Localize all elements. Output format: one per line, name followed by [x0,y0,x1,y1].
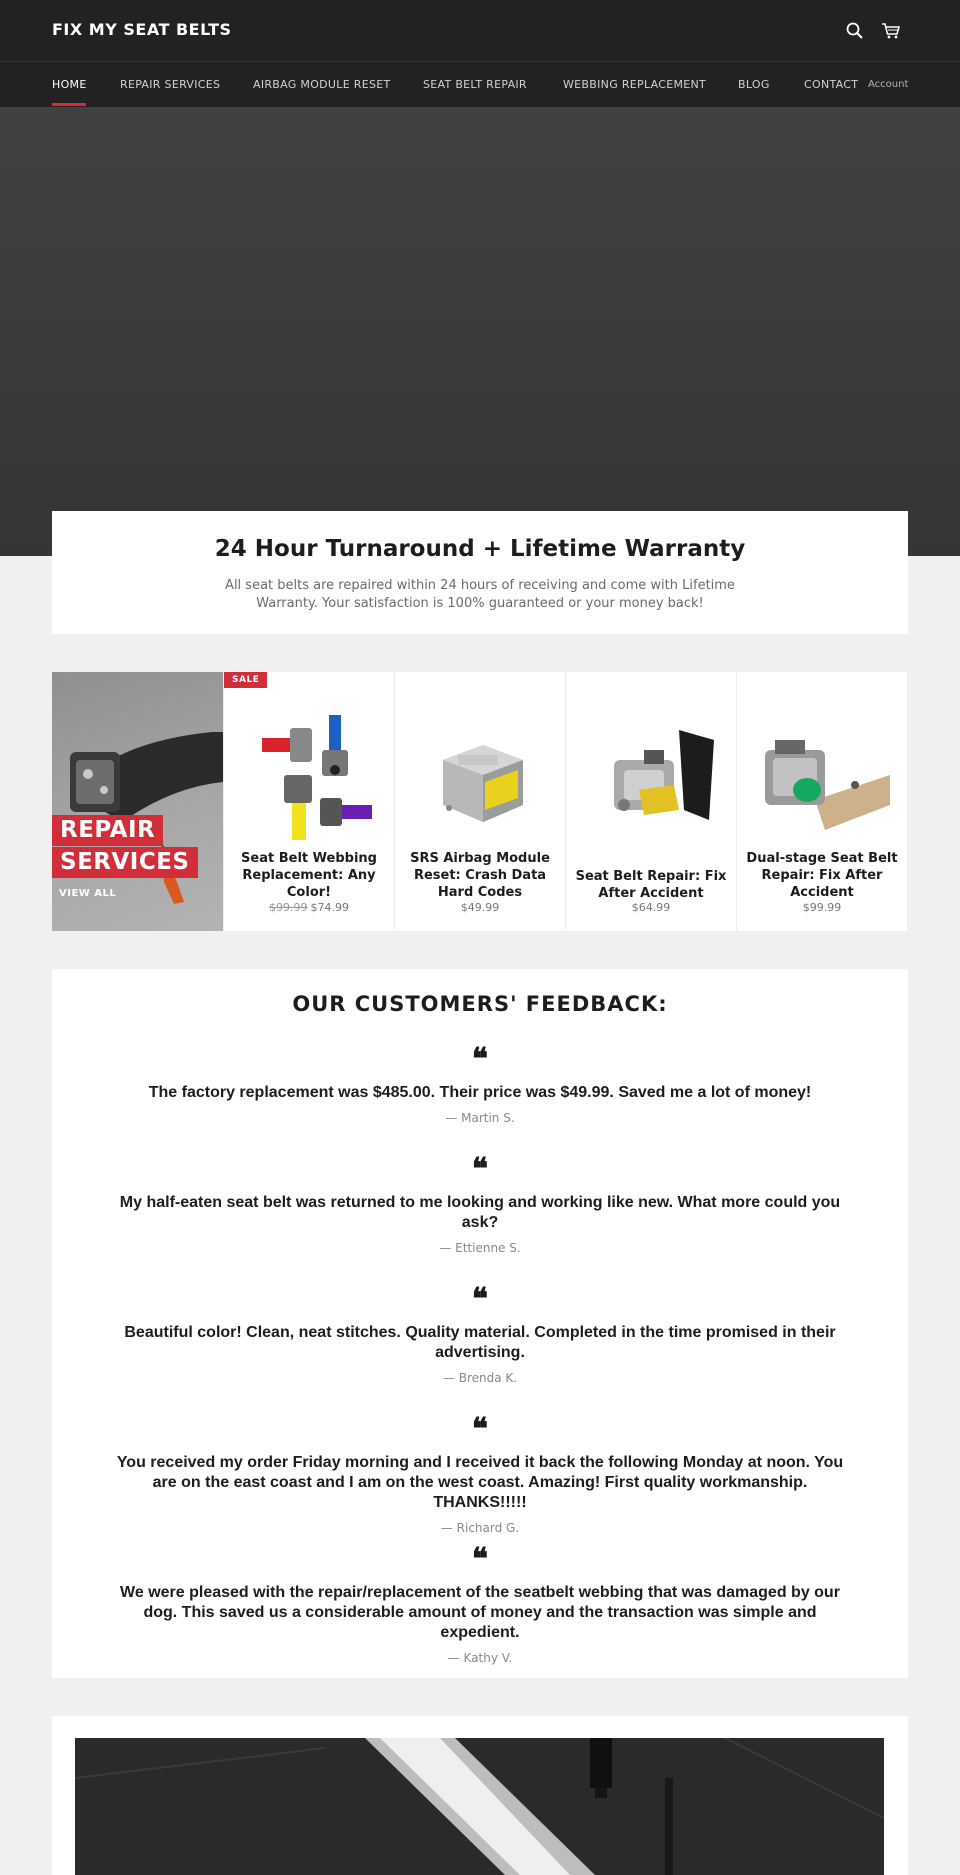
promo-title-line1: REPAIR [52,815,163,846]
nav-home[interactable]: HOME [52,78,87,91]
testimonial-author: — Kathy V. [447,1651,513,1665]
search-icon[interactable] [845,21,865,41]
hero-slideshow[interactable] [0,107,960,556]
product-card-dual-stage-repair[interactable] [736,672,907,931]
testimonial-author: — Richard G. [440,1521,520,1535]
workshop-photo [75,1738,884,1875]
quote-icon: ❝ [471,1152,489,1187]
testimonial-author: — Brenda K. [442,1371,518,1385]
product-card-airbag-module-reset[interactable] [394,672,565,931]
testimonial-author: — Ettienne S. [439,1241,521,1255]
product-title: Dual-stage Seat Belt Repair: Fix After Accident [746,851,898,900]
quote-icon: ❝ [471,1412,489,1447]
view-all-link[interactable]: VIEW ALL [59,888,117,899]
nav-seat-belt-repair[interactable]: SEAT BELT REPAIR [423,78,527,91]
nav-repair-services[interactable]: REPAIR SERVICES [120,78,221,91]
dual-stage-belt-image-icon [755,710,890,845]
nav-webbing-replacement[interactable]: WEBBING REPLACEMENT [563,78,707,91]
customer-feedback [52,969,908,1678]
webbing-product-image-icon [242,710,377,845]
nav-airbag-module-reset[interactable]: AIRBAG MODULE RESET [253,78,391,91]
main-nav [0,61,960,107]
warranty-banner [52,511,908,634]
testimonial [112,1282,848,1385]
testimonial-text: Beautiful color! Clean, neat stitches. Quality material. Completed in the time promised in their advertising. [124,1324,836,1361]
product-title: Seat Belt Repair: Fix After Accident [575,869,727,901]
product-title: SRS Airbag Module Reset: Crash Data Hard Codes [410,851,550,900]
seat-belt-retractor-image-icon [584,710,719,845]
nav-contact[interactable]: CONTACT [804,78,859,91]
product-title: Seat Belt Webbing Replacement: Any Color! [241,851,377,900]
product-sale-price: $74.99 [310,901,349,914]
product-price [224,901,394,914]
site-logo[interactable]: FIX MY SEAT BELTS [52,20,232,39]
product-card-webbing-replacement[interactable] [223,672,394,931]
feedback-heading: OUR CUSTOMERS' FEEDBACK: [292,992,668,1016]
airbag-module-image-icon [413,710,548,845]
promo-title-line2: SERVICES [52,847,198,878]
product-price: $64.99 [631,901,671,914]
banner-title: 24 Hour Turnaround + Lifetime Warranty [214,536,746,562]
testimonial-text: We were pleased with the repair/replacement of the seatbelt webbing that was damaged by our dog. This saved us a considerable amount of money and the transaction was simple and expedient. [120,1584,840,1641]
quote-icon: ❝ [471,1282,489,1317]
testimonial-text: The factory replacement was $485.00. Their price was $49.99. Saved me a lot of money! [148,1084,812,1101]
quote-icon: ❝ [471,1042,489,1077]
testimonial-text: My half-eaten seat belt was returned to me looking and working like new. What more could you ask? [119,1194,841,1231]
testimonial [112,1542,848,1665]
workshop-image-section [52,1716,908,1875]
testimonial [112,1042,848,1125]
nav-active-indicator [52,103,86,106]
featured-collection [52,672,908,931]
product-price: $99.99 [802,901,842,914]
product-compare-price: $99.99 [269,901,308,914]
nav-blog[interactable]: BLOG [738,78,770,91]
testimonial [112,1412,848,1535]
product-price: $49.99 [460,901,500,914]
quote-icon: ❝ [471,1542,489,1577]
testimonial [112,1152,848,1255]
site-header [0,0,960,61]
banner-text: All seat belts are repaired within 24 hours of receiving and come with Lifetime Warranty. Your satisfaction is 100% guaranteed or your money back! [225,578,735,611]
product-card-seat-belt-repair[interactable] [565,672,736,931]
cart-icon[interactable] [881,21,901,41]
account-link[interactable]: Account [868,79,909,90]
testimonial-text: You received my order Friday morning and I received it back the following Monday at noon. You are on the east coast and I am on the west coast. Amazing! First quality workmanship. THANKS!!!!! [116,1454,844,1511]
testimonial-author: — Martin S. [445,1111,515,1125]
ceiling-lights-image-icon [75,1738,884,1875]
sale-badge: SALE [224,672,267,688]
repair-services-collection-tile[interactable] [52,672,223,931]
